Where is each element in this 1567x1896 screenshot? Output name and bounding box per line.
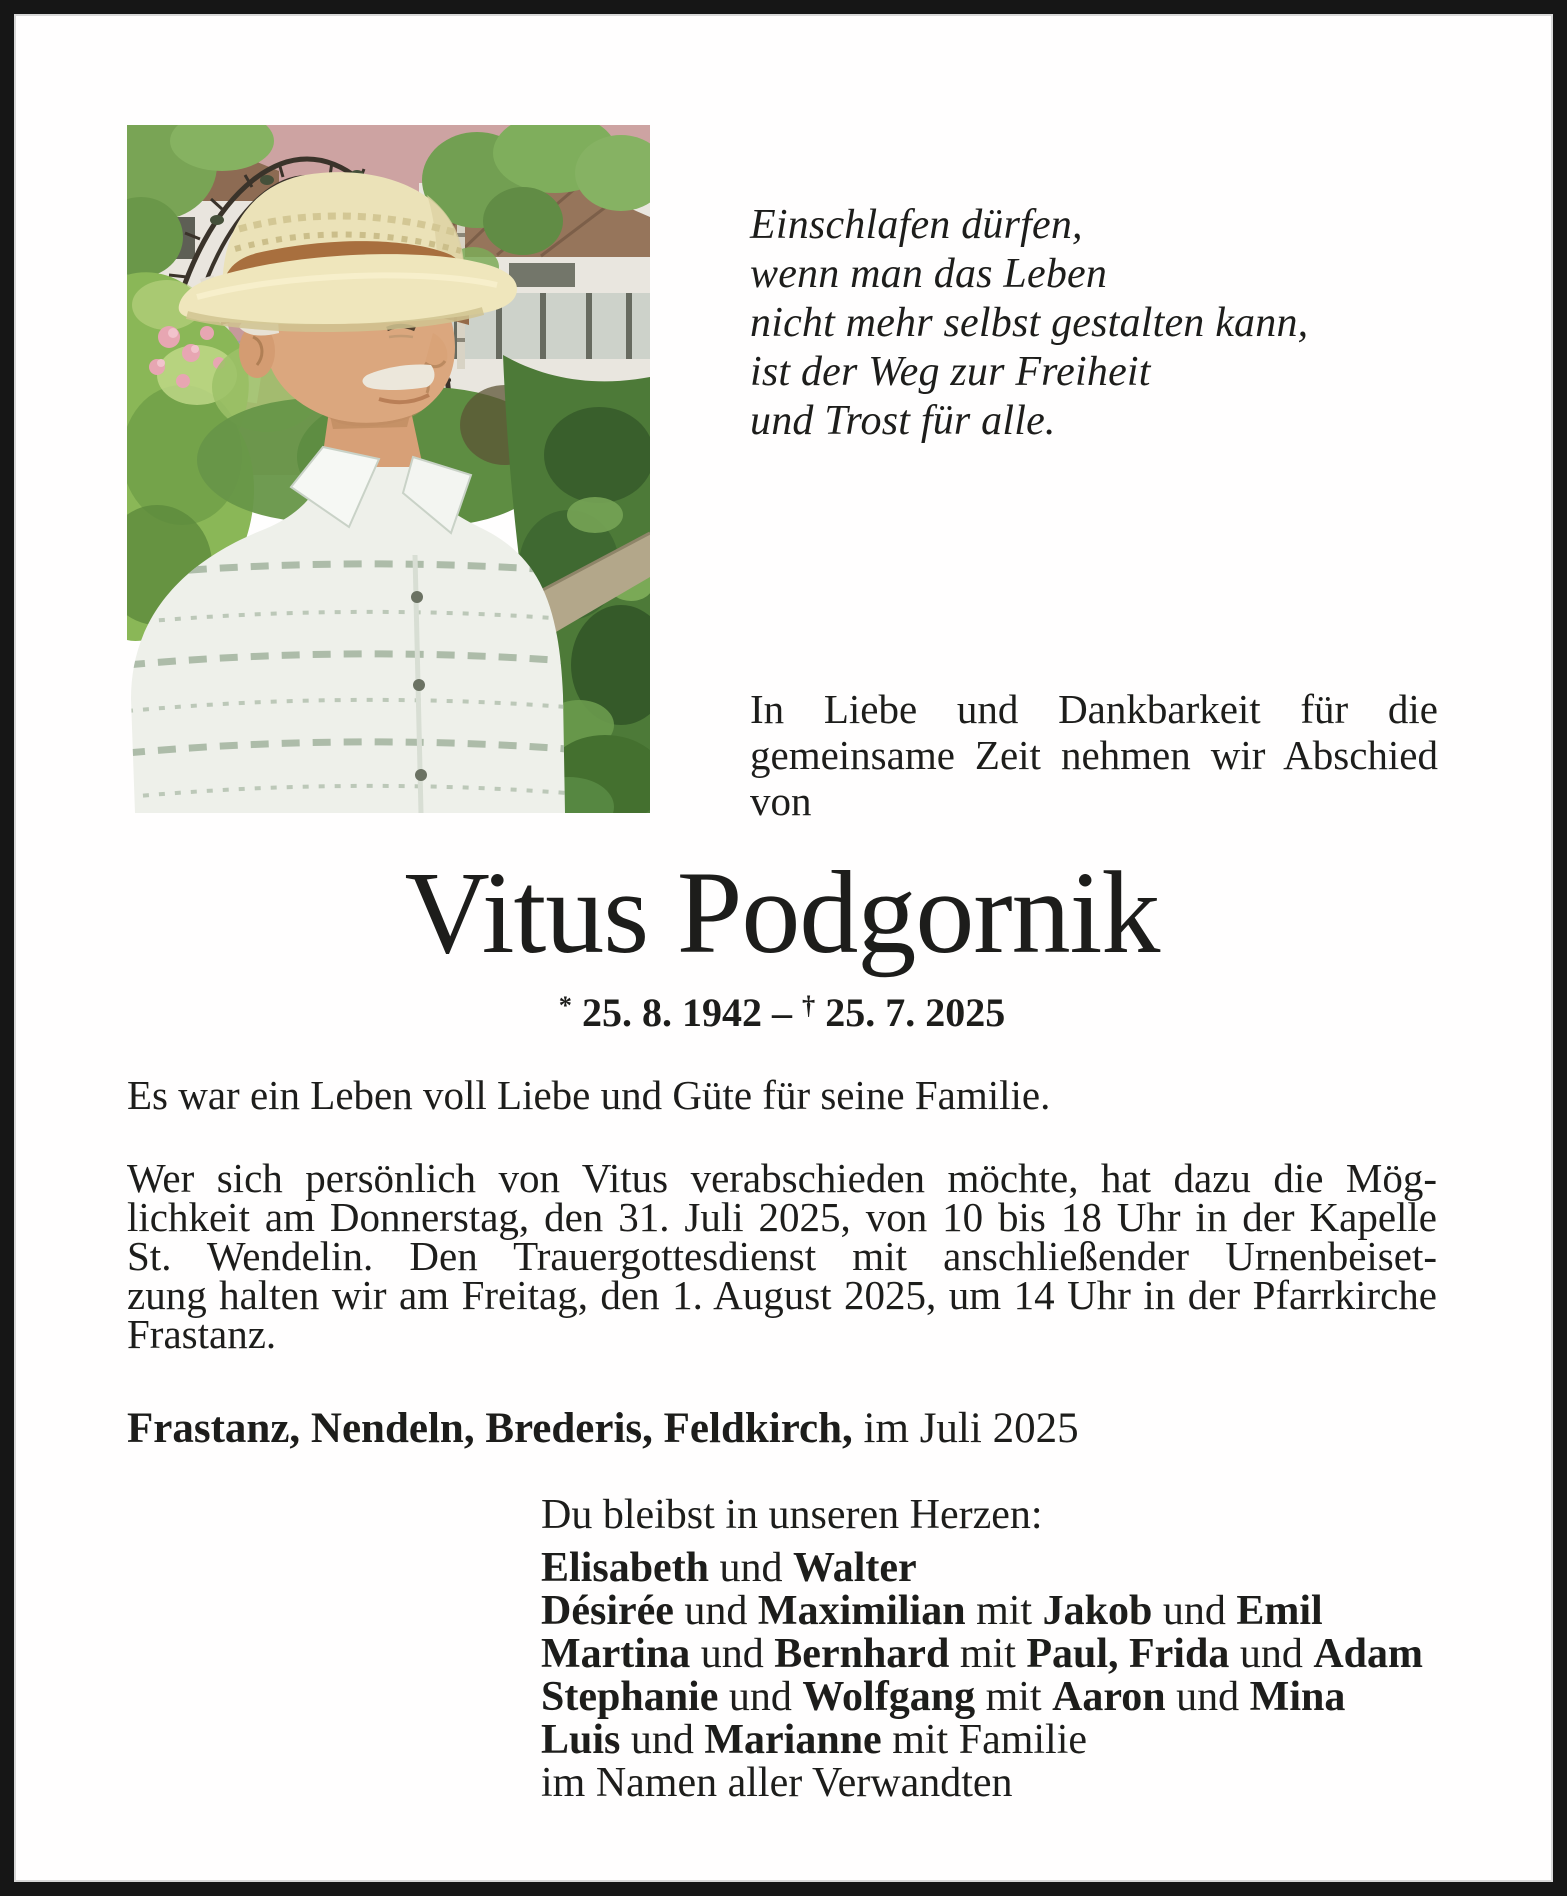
mourner-name: Aaron <box>1052 1674 1166 1720</box>
mourners-line <box>541 1590 1423 1633</box>
mourner-name: Wolfgang <box>802 1674 976 1720</box>
date-separator: – <box>772 989 792 1035</box>
mourner-name: Adam <box>1313 1631 1424 1677</box>
connector-text: und <box>1165 1674 1250 1720</box>
death-symbol: † <box>802 990 816 1020</box>
birth-date: 25. 8. 1942 <box>582 989 762 1035</box>
announcement-text <box>127 1155 1437 1357</box>
intro-line: gemeinsame Zeit nehmen wir Abschied <box>750 732 1438 778</box>
announcement-line: Frastanz. <box>127 1311 277 1357</box>
mourner-name: Bernhard <box>774 1631 950 1677</box>
mourner-name: Walter <box>793 1545 917 1591</box>
mourner-name: Marianne <box>704 1717 882 1763</box>
connector-text: und <box>1152 1588 1237 1634</box>
mourner-name: Luis <box>541 1717 621 1763</box>
farewell-section <box>541 1494 1423 1805</box>
signoff-line <box>127 1407 1079 1450</box>
portrait-photo <box>127 125 650 813</box>
mourner-name: Mina <box>1249 1674 1346 1720</box>
poem-line: und Trost für alle. <box>750 398 1056 444</box>
connector-text: mit <box>975 1674 1053 1720</box>
mourners-line <box>541 1547 1423 1590</box>
mourner-name: Martina <box>541 1631 691 1677</box>
announcement-line: Wer sich persönlich von Vitus verabschieden möchte, hat dazu die Mög- <box>127 1155 1437 1201</box>
farewell-closing: im Namen aller Verwandten <box>541 1760 1013 1806</box>
poem-line: nicht mehr selbst gestalten kann, <box>750 300 1309 346</box>
poem <box>750 201 1308 446</box>
farewell-heading: Du bleibst in unseren Herzen: <box>541 1492 1043 1538</box>
intro-text <box>750 686 1438 824</box>
poem-line: Einschlafen dürfen, <box>750 202 1083 248</box>
mourner-name: Elisabeth <box>541 1545 710 1591</box>
connector-text: und <box>718 1674 803 1720</box>
mourner-name: Jakob <box>1042 1588 1153 1634</box>
intro-line: von <box>750 778 812 824</box>
mourners-line <box>541 1676 1423 1719</box>
mourner-name: Désirée <box>541 1588 674 1634</box>
poem-line: wenn man das Leben <box>750 251 1108 297</box>
connector-text: und <box>673 1588 758 1634</box>
mourner-name: Paul, Frida <box>1026 1631 1230 1677</box>
tribute-text: Es war ein Leben voll Liebe und Güte für seine Familie. <box>127 1072 1051 1118</box>
birth-symbol: * <box>558 990 572 1020</box>
mourners-line <box>541 1633 1423 1676</box>
connector-text: mit Familie <box>881 1717 1088 1763</box>
connector-text: mit <box>949 1631 1027 1677</box>
connector-text: und <box>620 1717 705 1763</box>
mourner-name: Stephanie <box>541 1674 719 1720</box>
life-dates <box>127 989 1437 1035</box>
mourner-name: Emil <box>1236 1588 1323 1634</box>
announcement-line: lichkeit am Donnerstag, den 31. Juli 2025, von 10 bis 18 Uhr in der Kapelle <box>127 1194 1437 1240</box>
intro-line: In Liebe und Dankbarkeit für die <box>750 686 1438 732</box>
signoff-date: im Juli 2025 <box>863 1405 1079 1452</box>
connector-text: mit <box>965 1588 1043 1634</box>
connector-text: und <box>690 1631 775 1677</box>
connector-text: und <box>709 1545 794 1591</box>
connector-text: und <box>1229 1631 1314 1677</box>
mourner-name: Maximilian <box>757 1588 966 1634</box>
announcement-line: St. Wendelin. Den Trauergottesdienst mit anschließender Urnenbeiset- <box>127 1233 1437 1279</box>
portrait-illustration <box>127 125 650 813</box>
deceased-name: Vitus Podgornik <box>404 847 1160 978</box>
poem-line: ist der Weg zur Freiheit <box>750 349 1151 395</box>
announcement-line: zung halten wir am Freitag, den 1. August 2025, um 14 Uhr in der Pfarrkirche <box>127 1272 1437 1318</box>
death-date: 25. 7. 2025 <box>825 989 1006 1035</box>
mourners-lines <box>541 1547 1423 1762</box>
mourners-line <box>541 1719 1423 1762</box>
signoff-places: Frastanz, Nendeln, Brederis, Feldkirch, <box>127 1405 853 1452</box>
